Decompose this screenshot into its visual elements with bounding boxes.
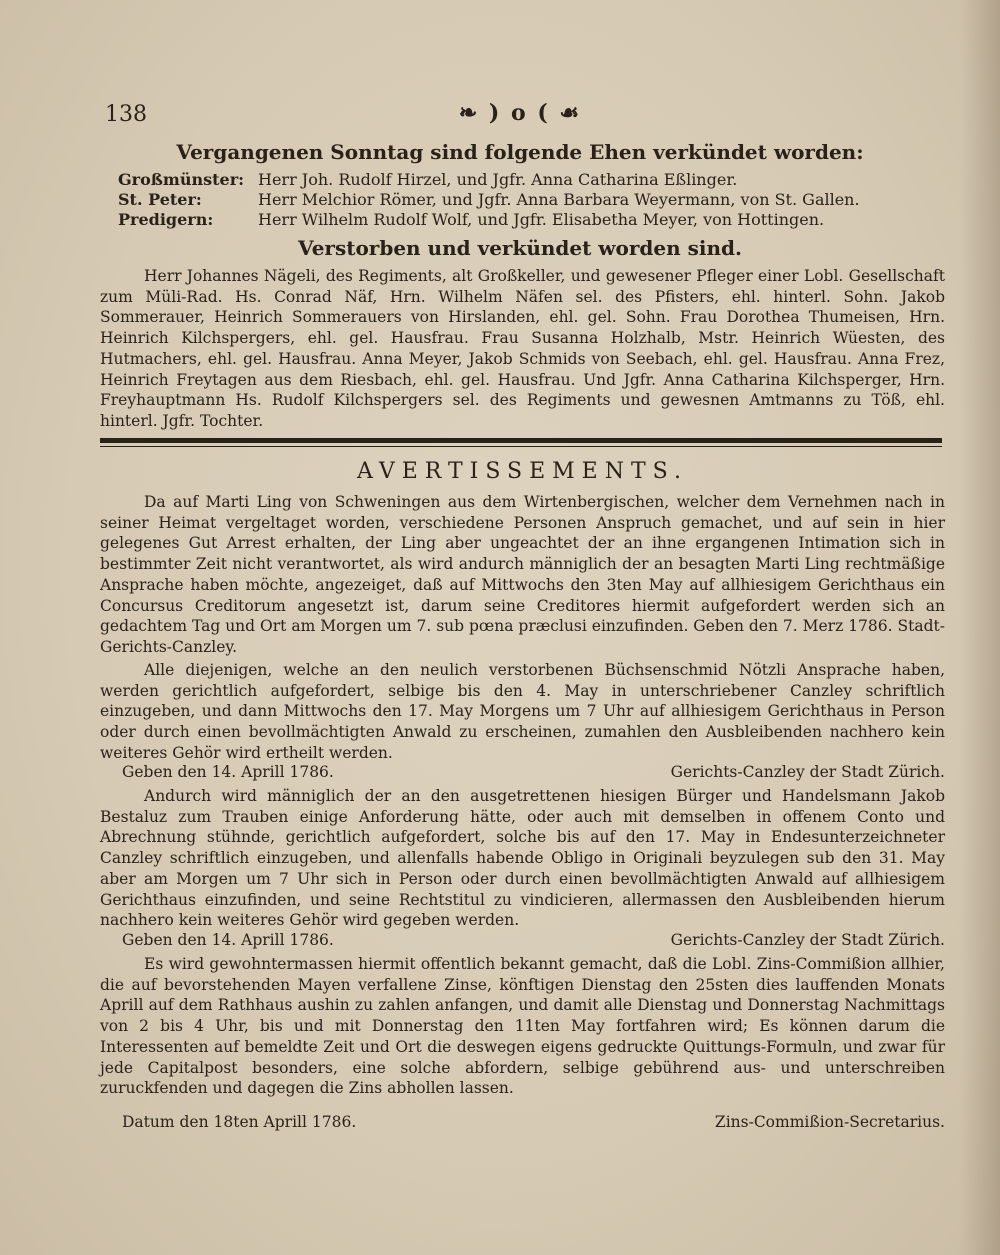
marriage-list (118, 170, 948, 230)
deaths-notice: Herr Johannes Nägeli, des Regiments, alt Großkeller, und gewesener Pfleger einer Lobl. Gesellschaft zum Müli-Rad. Hs. Conrad Näf, Hrn. Wilhelm Näfen sel. des Pfisters, ehl. hinterl. Sohn. Jakob Sommerauer, Heinrich Sommerauers von Hirslanden, ehl. gel. Sohn. Frau Dorothea Thumeisen, Hrn. Heinrich Kilchspergers, ehl. gel. Hausfrau. Frau Susanna Holzhalb, Mstr. Heinrich Wüesten, des Hutmachers, ehl. gel. Hausfrau. Anna Meyer, Jakob Schmids von Seebach, ehl. gel. Hausfrau. Anna Frez, Heinrich Freytagen aus dem Riesbach, ehl. gel. Hausfrau. Und Jgfr. Anna Catharina Kilchsperger, Hrn. Freyhauptmann Hs. Rudolf Kilchspergers sel. des Regiments und gewesnen Amtmanns zu Töß, ehl. hinterl. Jgfr. Tochter. (100, 267, 945, 430)
page-header (95, 98, 945, 134)
notice-signature-line (100, 1112, 945, 1132)
notice-creditors-ling: Da auf Marti Ling von Schweningen aus dem Wirtenbergischen, welcher dem Vernehmen nach in seiner Heimat vergeltaget worden, verschiedene Personen Anspruch gemachet, und auf sein in hier gelegenes Gut Arrest erhalten, der Ling aber ungeachtet der an ihne ergangenen Intimation sich in bestimmter Zeit nicht verantwortet, als wird andurch männiglich der an besagten Marti Ling rechtmäßige Ansprache haben möchte, angezeiget, daß auf Mittwochs den 3ten May auf allhiesigem Gerichthaus ein Concursus Creditorum angesetzt ist, darum seine Creditores hiermit aufgefordert werden sich an gedachtem Tag und Ort am Morgen um 7. sub pœna præclusi einzufinden. Geben den 7. Merz 1786. Stadt-Gerichts-Canzley. (100, 493, 945, 656)
marriage-entry (118, 210, 948, 230)
marriage-text: Herr Melchior Römer, und Jgfr. Anna Barbara Weyermann, von St. Gallen. (258, 190, 860, 209)
notice-signature-line (100, 930, 945, 950)
marriage-text: Herr Joh. Rudolf Hirzel, und Jgfr. Anna Catharina Eßlinger. (258, 170, 738, 189)
notice-creditors-noetzli: Alle diejenigen, welche an den neulich verstorbenen Büchsenschmid Nötzli Ansprache haben, werden gerichtlich aufgefordert, selbige bis den 4. May in unterschriebener Canzley schriftlich einzugeben, und dann Mittwochs den 17. May Morgens um 7 Uhr auf allhiesigem Gerichthaus in Person oder durch einen bevollmächtigten Anwald zu erscheinen, zumahlen den Ausbleibenden nachhero kein weiteres Gehör wird ertheilt werden. (100, 661, 945, 762)
page-edge-shadow (960, 0, 1000, 1255)
parish-label: Großmünster: (118, 170, 245, 189)
marriage-entry (118, 190, 948, 210)
notice-date: Datum den 18ten Aprill 1786. (122, 1113, 357, 1131)
parish-label: Predigern: (118, 210, 214, 229)
notice-signature: Gerichts-Canzley der Stadt Zürich. (670, 763, 945, 781)
notice-signature: Zins-Commißion-Secretarius. (714, 1113, 945, 1131)
header-ornament: ❧ ) o ( ☙ (458, 100, 582, 126)
notice-signature-line (100, 762, 945, 782)
avertissements-heading: AVERTISSEMENTS. (357, 459, 688, 484)
marriages-heading: Vergangenen Sonntag sind folgende Ehen verkündet worden: (176, 140, 864, 164)
notice-creditors-bestaluz: Andurch wird männiglich der an den ausgetrettenen hiesigen Bürger und Handelsmann Jakob Bestaluz zum Trauben einige Anforderung hätte, oder auch mit demselben in offenem Conto und Abrechnung stühnde, gerichtlich aufgefordert, solche bis auf den 17. May in Endesunterzeichneter Canzley schriftlich einzugeben, und allenfalls habende Obligo in Originali beyzulegen sub den 31. May aber am Morgen um 7 Uhr sich in Person oder durch einen bevollmächtigten Anwald auf allhiesigem Gerichthaus einzufinden, und seine Rechtstitul zu vindicieren, allermassen den Ausbleibenden hierum nachhero kein weiteres Gehör wird gegeben werden. (100, 787, 945, 930)
marriage-text: Herr Wilhelm Rudolf Wolf, und Jgfr. Elisabetha Meyer, von Hottingen. (258, 210, 825, 229)
notice-date: Geben den 14. Aprill 1786. (122, 931, 334, 949)
parish-label: St. Peter: (118, 190, 202, 209)
deaths-heading: Verstorben und verkündet worden sind. (298, 236, 742, 260)
notice-signature: Gerichts-Canzley der Stadt Zürich. (670, 931, 945, 949)
section-divider (100, 438, 942, 443)
notice-date: Geben den 14. Aprill 1786. (122, 763, 334, 781)
marriage-entry (118, 170, 948, 190)
page-number: 138 (105, 102, 147, 127)
notice-zins-commission: Es wird gewohntermassen hiermit offentlich bekannt gemacht, daß die Lobl. Zins-Commißion allhier, die auf bevorstehenden Mayen verfallene Zinse, könftigen Dienstag den 25sten dies lauffenden Monats Aprill auf dem Rathhaus aushin zu zahlen anfangen, und damit alle Dienstag und Donnerstag Nachmittags von 2 bis 4 Uhr, bis und mit Donnerstag den 11ten May fortfahren wird; Es können darum die Interessenten auf bemeldte Zeit und Ort die deswegen eigens gedruckte Quittungs-Formuln, und zwar für jede Capitalpost besonders, eine solche abfordern, selbige gebührend aus- und unterschreiben zuruckfenden und dagegen die Zins abhollen lassen. (100, 955, 945, 1098)
section-divider-thin (100, 446, 942, 447)
